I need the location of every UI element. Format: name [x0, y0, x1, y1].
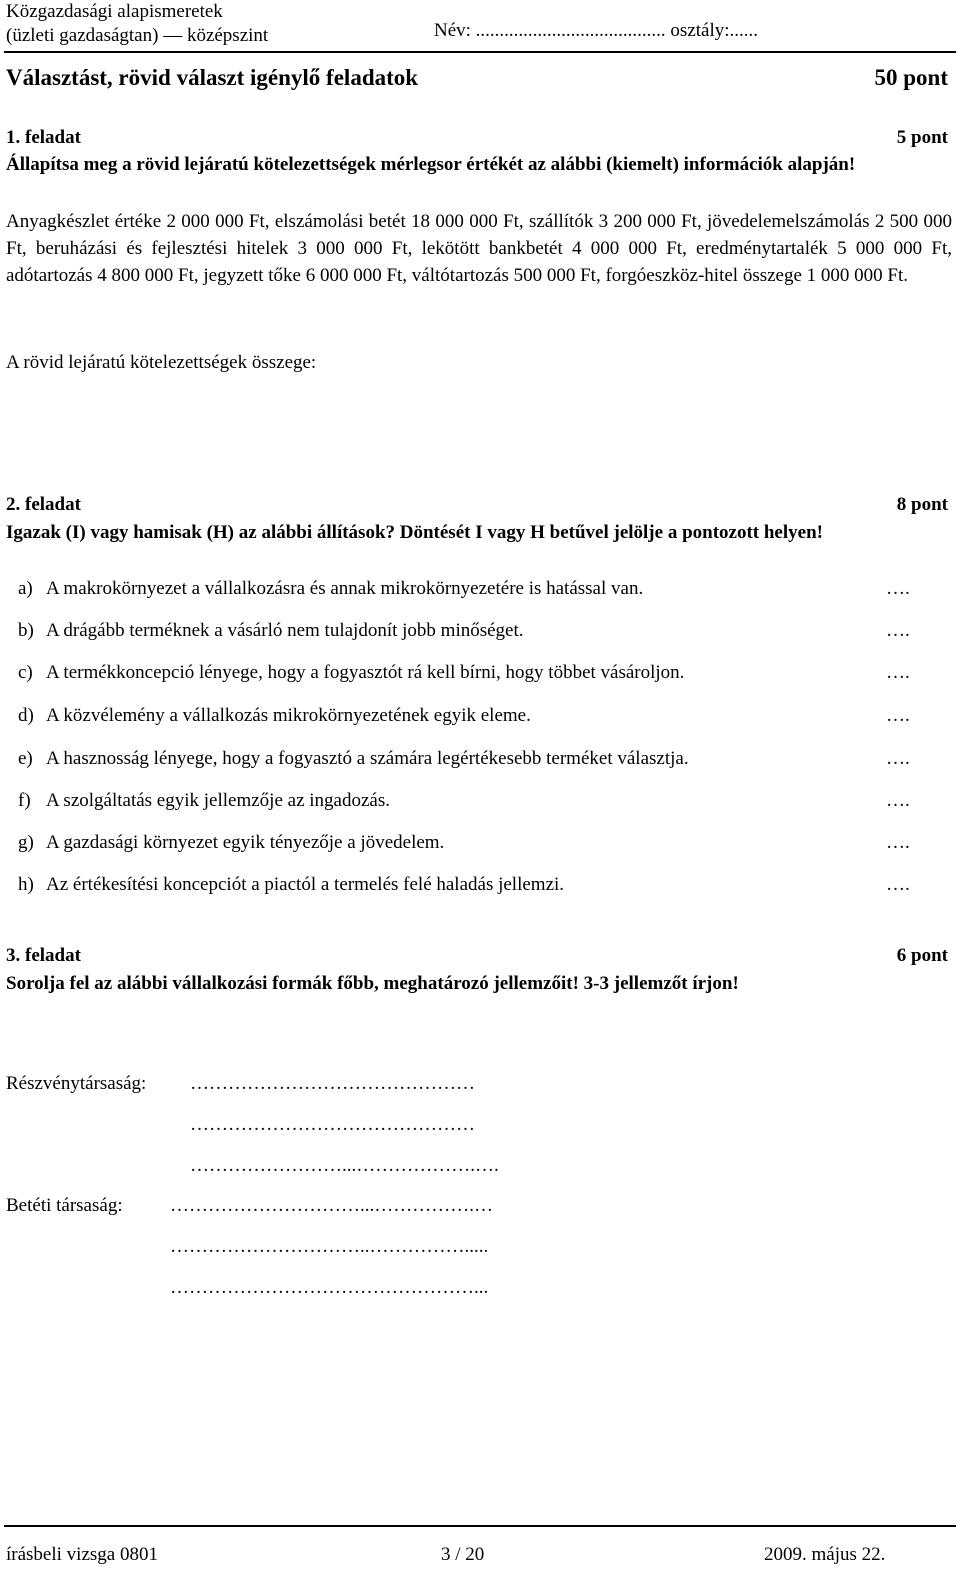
- list-item-text: A gazdasági környezet egyik tényezője a jövedelem.: [46, 832, 445, 853]
- list-item-text: A hasznosság lényege, hogy a fogyasztó a számára legértékesebb terméket választja.: [46, 748, 689, 769]
- answer-blank[interactable]: ….: [886, 748, 910, 769]
- task2-label: 2. feladat: [6, 494, 81, 515]
- list-item-letter: h): [18, 874, 34, 895]
- list-item-text: A drágább terméknek a vásárló nem tulajdonít jobb minőséget.: [46, 620, 524, 641]
- task1-instruction: Állapítsa meg a rövid lejáratú kötelezettségek mérlegsor értékét az alábbi (kiemelt) információk alapján!: [6, 154, 856, 175]
- answer-blank[interactable]: ….: [886, 874, 910, 895]
- bt-answer-line[interactable]: …………………………..…………….....: [170, 1236, 489, 1257]
- task2-points: 8 pont: [896, 494, 948, 515]
- list-item-text: A termékkoncepció lényege, hogy a fogyasztót rá kell bírni, hogy többet vásároljon.: [46, 662, 685, 683]
- task1-answer-label: A rövid lejáratú kötelezettségek összege:: [6, 352, 317, 373]
- subject-title: Közgazdasági alapismeretek: [6, 1, 223, 22]
- footer-rule: [4, 1525, 956, 1527]
- section-title: Választást, rövid választ igénylő feladatok: [6, 65, 419, 90]
- rt-answer-line[interactable]: ………………………………………: [190, 1073, 475, 1094]
- list-item-text: Az értékesítési koncepciót a piactól a termelés felé haladás jellemzi.: [46, 874, 565, 895]
- task3-points: 6 pont: [896, 945, 948, 966]
- list-item-text: A makrokörnyezet a vállalkozásra és annak mikrokörnyezetére is hatással van.: [46, 578, 644, 599]
- bt-answer-line[interactable]: …………………………………………...: [170, 1277, 489, 1298]
- rt-label: Részvénytársaság:: [6, 1073, 147, 1094]
- section-points: 50 pont: [874, 65, 948, 90]
- answer-blank[interactable]: ….: [886, 790, 910, 811]
- subject-level: (üzleti gazdaságtan) — középszint: [6, 25, 269, 46]
- answer-blank[interactable]: ….: [886, 620, 910, 641]
- task3-instruction: Sorolja fel az alábbi vállalkozási formák főbb, meghatározó jellemzőit! 3-3 jellemzőt írjon!: [6, 973, 739, 994]
- list-item-text: A szolgáltatás egyik jellemzője az ingadozás.: [46, 790, 390, 811]
- list-item-letter: d): [18, 705, 34, 726]
- answer-blank[interactable]: ….: [886, 662, 910, 683]
- list-item-letter: g): [18, 832, 34, 853]
- answer-blank[interactable]: ….: [886, 578, 910, 599]
- bt-answer-line[interactable]: …………………………...…………….…: [170, 1195, 493, 1216]
- footer-exam: írásbeli vizsga 0801: [6, 1544, 158, 1565]
- header-rule: [4, 51, 956, 53]
- bt-label: Betéti társaság:: [6, 1195, 123, 1216]
- list-item-letter: f): [18, 790, 31, 811]
- rt-answer-line[interactable]: ……………………...……………….….: [190, 1155, 499, 1176]
- task2-instruction: Igazak (I) vagy hamisak (H) az alábbi állítások? Döntését I vagy H betűvel jelölje a pontozott helyen!: [6, 522, 823, 543]
- answer-blank[interactable]: ….: [886, 705, 910, 726]
- task1-label: 1. feladat: [6, 127, 81, 148]
- list-item-letter: e): [18, 748, 33, 769]
- footer-date: 2009. május 22.: [764, 1544, 886, 1565]
- task3-label: 3. feladat: [6, 945, 81, 966]
- footer-page: 3 / 20: [441, 1544, 485, 1565]
- answer-blank[interactable]: ….: [886, 832, 910, 853]
- list-item-letter: b): [18, 620, 34, 641]
- task1-points: 5 pont: [896, 127, 948, 148]
- task1-text: Anyagkészlet értéke 2 000 000 Ft, elszámolási betét 18 000 000 Ft, szállítók 3 200 000 Ft, jövedelemelszámolás 2 500 000 Ft, beruházási és fejlesztési hitelek 3 000 000 Ft, lekötött bankbetét 4 000 000 Ft, eredménytartalék 5 000 000 Ft, adótartozás 4 800 000 Ft, jegyzett tőke 6 000 000 Ft, váltótartozás 500 000 Ft, forgóeszköz-hitel összege 1 000 000 Ft.: [6, 211, 952, 286]
- list-item-letter: c): [18, 662, 33, 683]
- list-item-text: A közvélemény a vállalkozás mikrokörnyezetének egyik eleme.: [46, 705, 531, 726]
- rt-answer-line[interactable]: ………………………………………: [190, 1114, 475, 1135]
- list-item-letter: a): [18, 578, 33, 599]
- name-class-field: Név: ........................................ osztály:......: [434, 20, 759, 41]
